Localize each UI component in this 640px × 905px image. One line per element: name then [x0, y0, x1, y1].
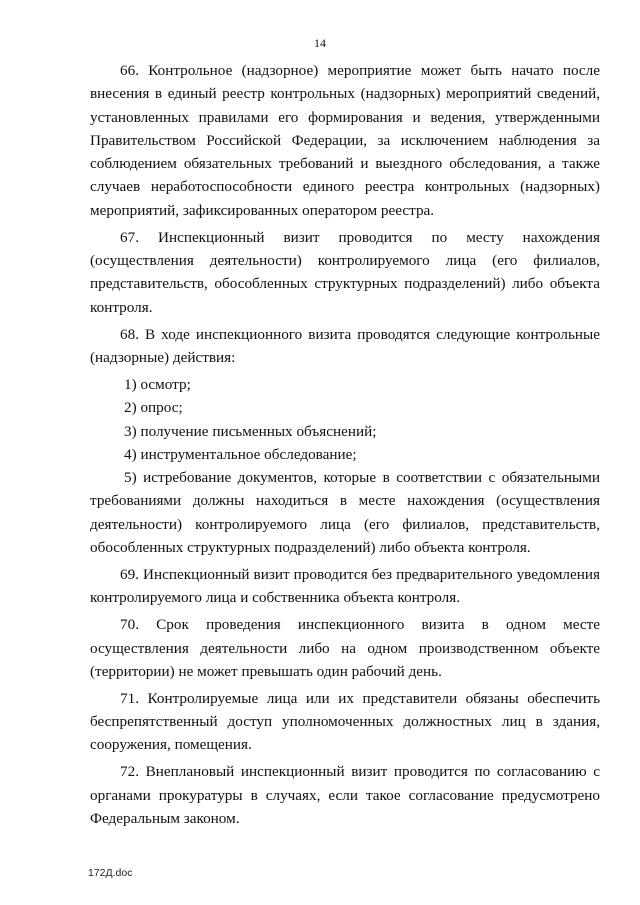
paragraph-67: 67. Инспекционный визит проводится по месту нахождения (осуществления деятельности) контролируемого лица (его филиалов, представительств, обособленных структурных подразделений) либо объекта контроля.: [90, 228, 600, 316]
paragraph-70: 70. Срок проведения инспекционного визита в одном месте осуществления деятельности либо на одном производственном объекте (территории) не может превышать один рабочий день.: [90, 616, 600, 680]
file-name-footer: 172Д.doc: [88, 867, 133, 879]
paragraph-66: 66. Контрольное (надзорное) мероприятие может быть начато после внесения в единый реестр контрольных (надзорных) мероприятий сведений, установленных правилами его формирования и ведения, утвержденными Правительством Российской Федерации, за исключением наблюдения за соблюдением обязательных требований и выездного обследования, а также случаев неработоспособности единого реестра контрольных (надзорных) мероприятий, зафиксированных оператором реестра.: [90, 62, 600, 219]
page-number: 14: [314, 36, 326, 50]
list-item-inspection: 1) осмотр;: [124, 375, 191, 393]
paragraph-68: 68. В ходе инспекционного визита проводятся следующие контрольные (надзорные) действия:: [90, 325, 600, 366]
list-item-document-request: 5) истребование документов, которые в соответствии с обязательными требованиями должны находиться в месте нахождения (осуществления деятельности) контролируемого лица (его филиалов, представительств, обособленных структурных подразделений) либо объекта контроля.: [90, 469, 600, 556]
paragraph-69: 69. Инспекционный визит проводится без предварительного уведомления контролируемого лица и собственника объекта контроля.: [90, 565, 600, 607]
list-item-instrumental-examination: 4) инструментальное обследование;: [124, 445, 357, 463]
document-body: [90, 59, 600, 834]
list-item-survey: 2) опрос;: [124, 399, 183, 417]
paragraph-72: 72. Внеплановый инспекционный визит проводится по согласованию с органами прокуратуры в случаях, если такое согласование предусмотрено Федеральным законом.: [90, 763, 600, 828]
list-item-written-explanations: 3) получение письменных объяснений;: [124, 422, 377, 440]
paragraph-71: 71. Контролируемые лица или их представители обязаны обеспечить беспрепятственный доступ уполномоченных должностных лиц в здания, сооружения, помещения.: [90, 689, 600, 754]
